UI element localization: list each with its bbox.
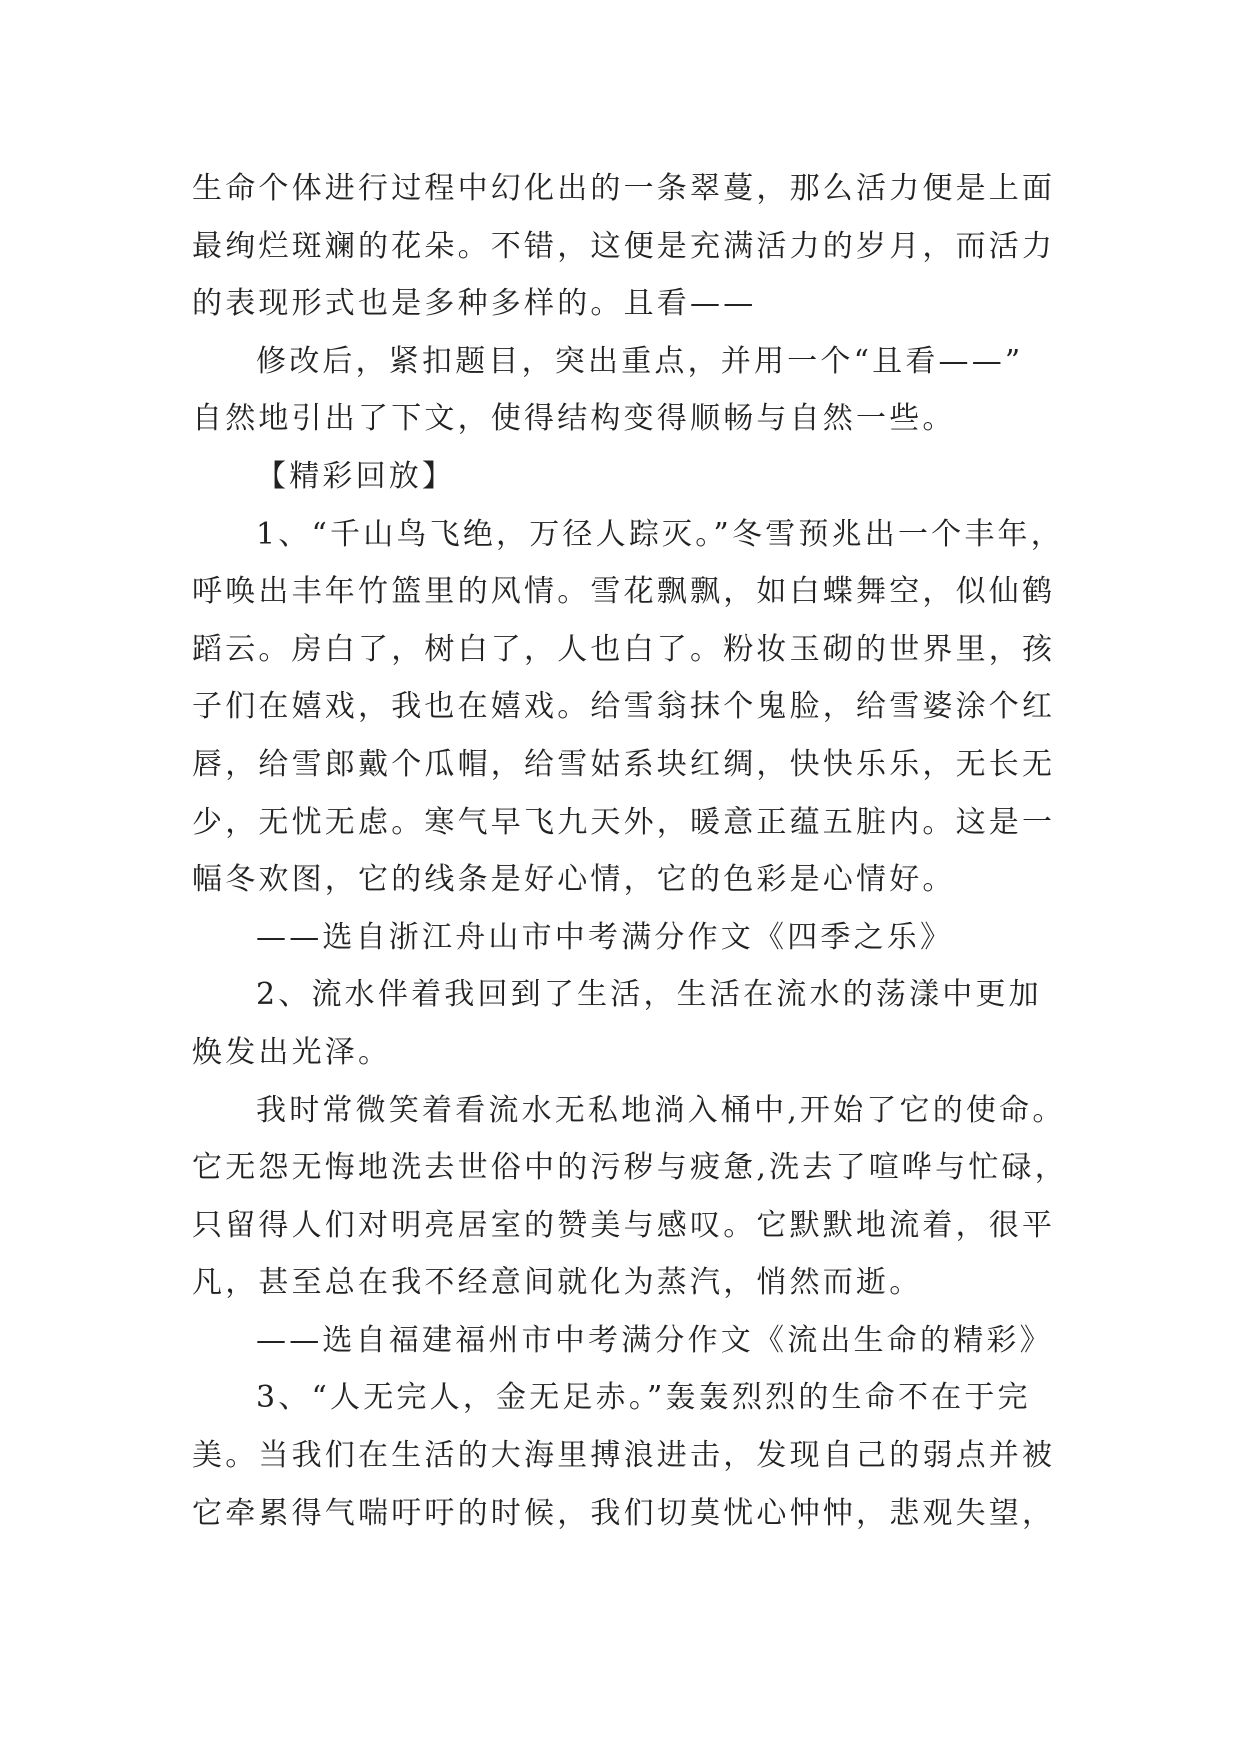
text-line: 呼唤出丰年竹篮里的风情。雪花飘飘，如白蝶舞空，似仙鹤 — [192, 574, 1056, 610]
text-line: ——选自浙江舟山市中考满分作文《四季之乐》 — [256, 919, 954, 955]
text-line: 它牵累得气喘吁吁的时候，我们切莫忧心忡忡，悲观失望， — [192, 1495, 1056, 1531]
text-line: 3、“人无完人，金无足赤。”轰轰烈烈的生命不在于完 — [256, 1380, 1031, 1416]
text-line: 修改后，紧扣题目，突出重点，并用一个“且看——” — [256, 343, 1024, 379]
text-line: 子们在嬉戏，我也在嬉戏。给雪翁抹个鬼脸，给雪婆涂个红 — [192, 689, 1056, 725]
text-line: 2、流水伴着我回到了生活，生活在流水的荡漾中更加 — [256, 977, 1042, 1013]
text-line: 美。当我们在生活的大海里搏浪进击，发现自己的弱点并被 — [192, 1438, 1056, 1474]
text-line: 焕发出光泽。 — [192, 1034, 392, 1070]
document-body — [192, 160, 1072, 1542]
text-line: 唇，给雪郎戴个瓜帽，给雪姑系块红绸，快快乐乐，无长无 — [192, 746, 1056, 782]
text-line: ——选自福建福州市中考满分作文《流出生命的精彩》 — [256, 1322, 1053, 1358]
text-line: 它无怨无悔地洗去世俗中的污秽与疲惫,洗去了喧哗与忙碌， — [192, 1150, 1068, 1186]
text-line: 凡，甚至总在我不经意间就化为蒸汽，悄然而逝。 — [192, 1265, 923, 1301]
text-line: 的表现形式也是多种多样的。且看—— — [192, 286, 757, 322]
text-line: 生命个体进行过程中幻化出的一条翠蔓，那么活力便是上面 — [192, 171, 1056, 206]
text-line: 少，无忧无虑。寒气早飞九天外，暖意正蕴五脏内。这是一 — [192, 804, 1056, 840]
text-line: 我时常微笑着看流水无私地淌入桶中,开始了它的使命。 — [256, 1092, 1066, 1128]
text-line: 【精彩回放】 — [256, 458, 456, 494]
text-line: 自然地引出了下文，使得结构变得顺畅与自然一些。 — [192, 401, 956, 437]
text-line: 幅冬欢图，它的线条是好心情，它的色彩是心情好。 — [192, 862, 956, 898]
text-line: 只留得人们对明亮居室的赞美与感叹。它默默地流着，很平 — [192, 1207, 1056, 1243]
text-line: 蹈云。房白了，树白了，人也白了。粉妆玉砌的世界里，孩 — [192, 631, 1056, 667]
text-line: 最绚烂斑斓的花朵。不错，这便是充满活力的岁月，而活力 — [192, 228, 1056, 264]
text-line: 1、“千山鸟飞绝，万径人踪灭。”冬雪预兆出一个丰年， — [256, 516, 1064, 552]
